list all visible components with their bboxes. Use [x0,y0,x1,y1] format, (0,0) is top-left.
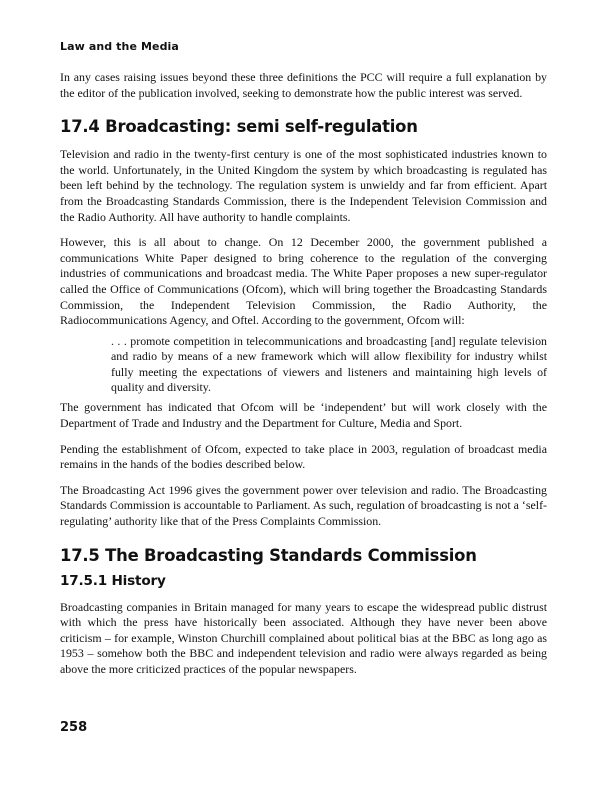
ofcom-quote: . . . promote competition in telecommunications and broadcasting [and] regulate television and radio by means of a new framework which will allow flexibility for industry whilst fully meeting the expectations of viewers and listeners and maintaining high levels of quality and diversity. [111,333,547,394]
paragraph-ofcom-independent: The government has indicated that Ofcom will be ‘independent’ but will work closely with the Department of Trade and Industry and the Department for Culture, Media and Sport. [60,400,547,430]
page-number: 258 [60,720,88,735]
paragraph-broadcasting-act: The Broadcasting Act 1996 gives the government power over television and radio. The Broadcasting Standards Commission is accountable to Parliament. As such, regulation of broadcasting is not a ‘self-regulating’ authority like that of the Press Complaints Commission. [60,482,547,528]
section-heading-17-4: 17.4 Broadcasting: semi self-regulation [60,117,418,137]
body-text [60,70,547,677]
paragraph-broadcasting-industry: Television and radio in the twenty-first century is one of the most sophisticated industries known to the world. Unfortunately, in the United Kingdom the system by which broadcasting is regulated has been left behind by the technology. The regulation system is unwieldy and far from efficient. Apart from the Broadcasting Standards Commission, there is the Independent Television Commission and the Radio Authority. All have authority to handle complaints. [60,147,547,224]
paragraph-ofcom-white-paper: However, this is all about to change. On 12 December 2000, the government published a communications White Paper designed to bring coherence to the regulation of the converging industries of communications and broadcast media. The White Paper proposes a new super-regulator called the Office of Communications (Ofcom), which will bring together the Broadcasting Standards Commission, the Independent Television Commission, the Radio Authority, the Radiocommunications Agency, and Oftel. According to the government, Ofcom will: [60,235,547,328]
subsection-heading-17-5-1: 17.5.1 History [60,572,166,589]
paragraph-ofcom-pending: Pending the establishment of Ofcom, expected to take place in 2003, regulation of broadcast media remains in the hands of the bodies described below. [60,441,547,472]
paragraph-history: Broadcasting companies in Britain managed for many years to escape the widespread public distrust with which the press have historically been associated. Although they have never been above criticism – for example, Winston Churchill complained about political bias at the BBC as long ago as 1953 – somehow both the BBC and independent television and radio were always regarded as being above the more criticized practices of the popular newspapers. [60,599,547,676]
running-head: Law and the Media [60,40,179,53]
intro-paragraph: In any cases raising issues beyond these three definitions the PCC will require a full explanation by the editor of the publication involved, seeking to demonstrate how the public interest was served. [60,70,547,100]
section-heading-17-5: 17.5 The Broadcasting Standards Commission [60,545,477,565]
